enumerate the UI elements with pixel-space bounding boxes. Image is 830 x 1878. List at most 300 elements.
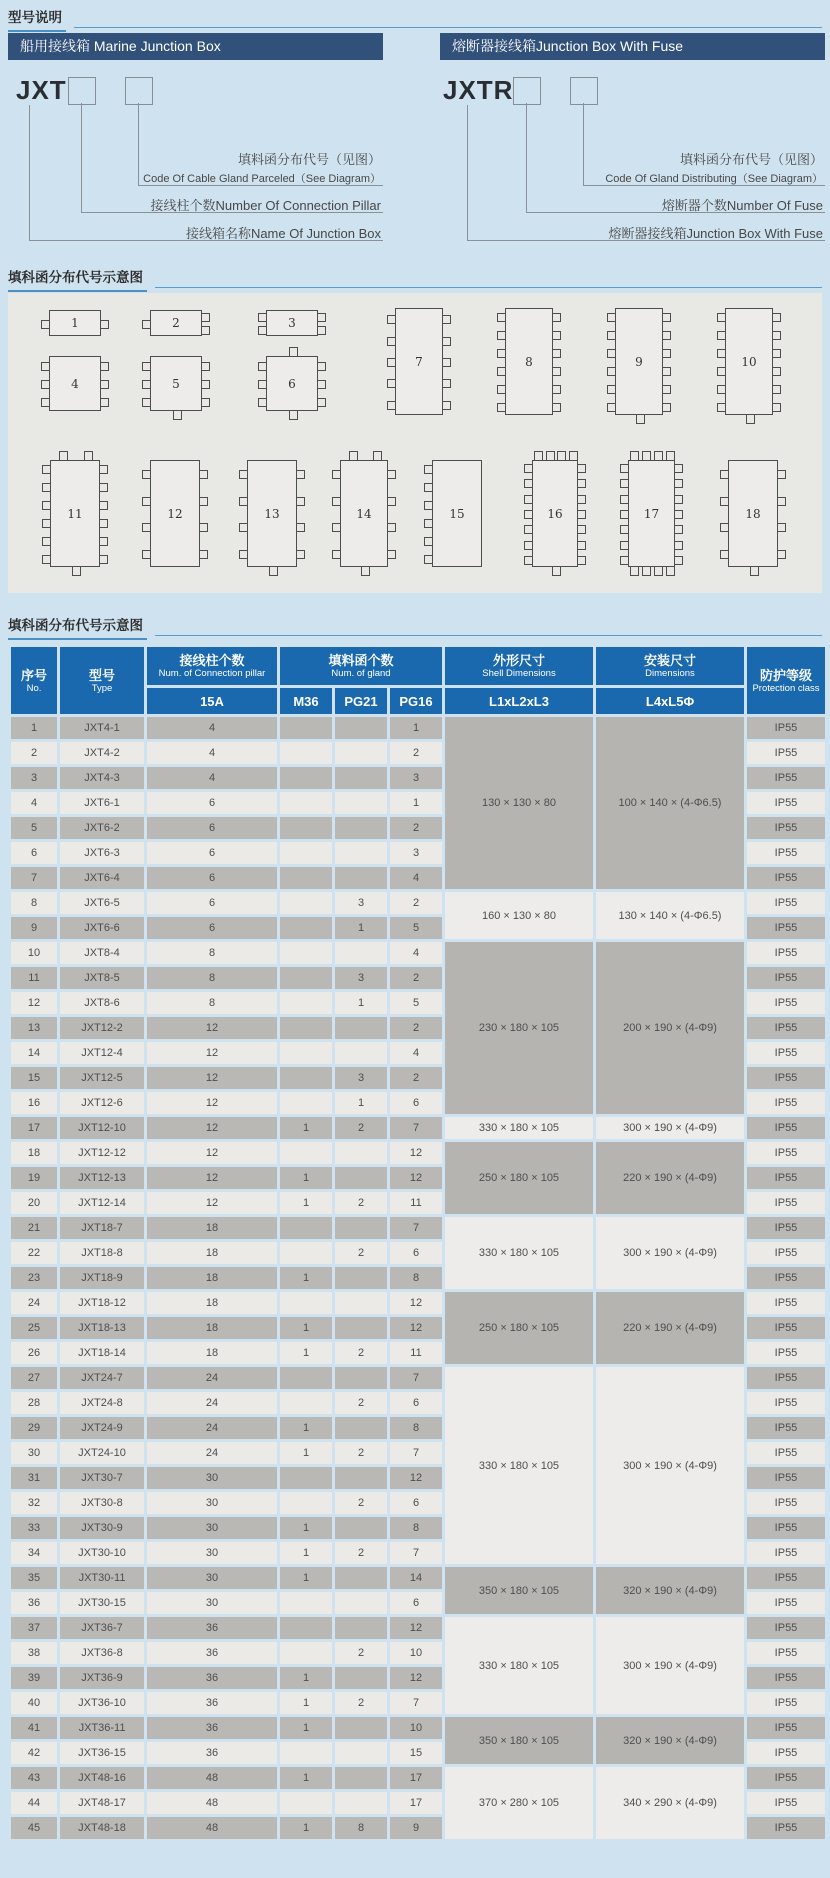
cell-pg16: 11 — [390, 1192, 442, 1214]
gland-tab — [201, 326, 210, 335]
gland-tab — [387, 523, 396, 532]
cell-15a: 36 — [147, 1717, 277, 1739]
cell-pg16: 17 — [390, 1792, 442, 1814]
cell-no: 45 — [11, 1817, 57, 1839]
gland-tab — [557, 451, 566, 461]
cell-m36 — [280, 1217, 332, 1239]
gland-tab — [717, 403, 726, 412]
cell-m36: 1 — [280, 1542, 332, 1564]
cell-m36 — [280, 1292, 332, 1314]
cell-pg16: 4 — [390, 867, 442, 889]
gland-tab — [387, 497, 396, 506]
cell-pg21: 2 — [335, 1342, 387, 1364]
gland-tab — [620, 525, 629, 534]
gland-tab — [654, 566, 663, 576]
gland-tab — [387, 379, 396, 388]
gland-tab — [662, 385, 671, 394]
cell-no: 28 — [11, 1392, 57, 1414]
cell-no: 8 — [11, 892, 57, 914]
gland-tab — [620, 556, 629, 565]
cell-15a: 48 — [147, 1792, 277, 1814]
cell-protection-class: IP55 — [747, 1817, 825, 1839]
cell-shell-dimensions: 350 × 180 × 105 — [445, 1717, 593, 1764]
cell-m36 — [280, 1142, 332, 1164]
section-header-bar: 船用接线箱 Marine Junction Box — [8, 33, 383, 60]
cell-shell-dimensions: 250 × 180 × 105 — [445, 1292, 593, 1364]
gland-tab — [296, 523, 305, 532]
cell-pg16: 7 — [390, 1692, 442, 1714]
cell-pg21: 2 — [335, 1242, 387, 1264]
gland-tab — [142, 380, 151, 389]
gland-tab — [258, 313, 267, 322]
gland-tab — [662, 367, 671, 376]
gland-tab — [296, 497, 305, 506]
gland-tab — [99, 483, 108, 492]
diagram-box-number: 15 — [449, 506, 465, 521]
gland-tab — [674, 479, 683, 488]
cell-no: 27 — [11, 1367, 57, 1389]
gland-tab — [772, 331, 781, 340]
gland-tab — [607, 331, 616, 340]
gland-tab — [199, 523, 208, 532]
diagram-box-number: 4 — [71, 376, 79, 391]
cell-protection-class: IP55 — [747, 1142, 825, 1164]
cell-pg21: 2 — [335, 1492, 387, 1514]
cell-pg21 — [335, 1467, 387, 1489]
cell-no: 7 — [11, 867, 57, 889]
cell-15a: 24 — [147, 1392, 277, 1414]
gland-tab — [746, 414, 755, 424]
section-header-bar: 熔断器接线箱Junction Box With Fuse — [440, 33, 825, 60]
cell-m36 — [280, 942, 332, 964]
cell-type: JXT18-14 — [60, 1342, 144, 1364]
cell-15a: 36 — [147, 1692, 277, 1714]
cell-type: JXT30-10 — [60, 1542, 144, 1564]
gland-tab — [387, 315, 396, 324]
cell-m36 — [280, 842, 332, 864]
cell-m36 — [280, 767, 332, 789]
cell-m36 — [280, 1392, 332, 1414]
cell-mounting-dimensions: 220 × 190 × (4-Φ9) — [596, 1142, 744, 1214]
diagram-title-row — [8, 266, 822, 292]
cell-pg16: 7 — [390, 1217, 442, 1239]
cell-type: JXT36-8 — [60, 1642, 144, 1664]
gland-tab — [373, 451, 382, 461]
connector-line — [29, 105, 30, 240]
cell-m36: 1 — [280, 1117, 332, 1139]
cell-protection-class: IP55 — [747, 1342, 825, 1364]
model-code: JXTR — [443, 75, 514, 105]
gland-tab — [100, 362, 109, 371]
cell-type: JXT6-3 — [60, 842, 144, 864]
gland-tab — [524, 510, 533, 519]
diagram-box-4 — [49, 356, 101, 411]
cell-no: 15 — [11, 1067, 57, 1089]
gland-tab — [524, 525, 533, 534]
cell-protection-class: IP55 — [747, 1617, 825, 1639]
gland-tab — [239, 497, 248, 506]
cell-pg21 — [335, 1267, 387, 1289]
gland-tab — [442, 358, 451, 367]
cell-type: JXT48-17 — [60, 1792, 144, 1814]
col-header-mount: 安装尺寸 Dimensions — [596, 647, 744, 685]
model-code: JXT — [16, 75, 67, 105]
diagram-box-9 — [615, 308, 663, 415]
gland-tab — [424, 537, 433, 546]
diagram-box-number: 17 — [643, 506, 660, 521]
connector-line — [467, 105, 468, 240]
table-row — [11, 1717, 825, 1739]
cell-m36: 1 — [280, 1567, 332, 1589]
cell-protection-class: IP55 — [747, 1692, 825, 1714]
cell-pg21 — [335, 1592, 387, 1614]
cell-m36: 1 — [280, 1817, 332, 1839]
cell-type: JXT24-7 — [60, 1367, 144, 1389]
diagram-box-12 — [150, 460, 200, 567]
gland-tab — [72, 566, 81, 576]
cell-m36: 1 — [280, 1342, 332, 1364]
gland-tab — [674, 541, 683, 550]
gland-tab — [620, 541, 629, 550]
cell-pg21 — [335, 1167, 387, 1189]
cell-no: 9 — [11, 917, 57, 939]
gland-tab — [524, 495, 533, 504]
subheader-l4l5: L4xL5Φ — [596, 688, 744, 714]
gland-tab — [577, 464, 586, 473]
diagram-box-2 — [150, 310, 202, 336]
cell-15a: 30 — [147, 1542, 277, 1564]
cell-no: 36 — [11, 1592, 57, 1614]
gland-tab — [662, 403, 671, 412]
cell-protection-class: IP55 — [747, 1517, 825, 1539]
table-row — [11, 1217, 825, 1239]
cell-15a: 18 — [147, 1292, 277, 1314]
gland-tab — [772, 367, 781, 376]
diagram-box-number: 18 — [745, 506, 761, 521]
cell-pg16: 7 — [390, 1117, 442, 1139]
cell-mounting-dimensions: 300 × 190 × (4-Φ9) — [596, 1117, 744, 1139]
gland-tab — [552, 313, 561, 322]
title-rule-line — [155, 287, 822, 288]
gland-tab — [717, 313, 726, 322]
gland-tab — [41, 320, 50, 329]
cell-protection-class: IP55 — [747, 1192, 825, 1214]
diagram-box-number: 8 — [525, 354, 533, 369]
gland-tab — [100, 398, 109, 407]
diagram-box-number: 1 — [71, 316, 79, 330]
cell-pg16: 2 — [390, 967, 442, 989]
subheader-pg21: PG21 — [335, 688, 387, 714]
table-row — [11, 1767, 825, 1789]
cell-15a: 36 — [147, 1642, 277, 1664]
title-rule-line — [155, 635, 822, 636]
diagram-box-number: 9 — [635, 354, 643, 369]
gland-tab — [349, 451, 358, 461]
cell-pg21 — [335, 942, 387, 964]
gland-tab — [717, 349, 726, 358]
cell-type: JXT12-13 — [60, 1167, 144, 1189]
gland-tab — [442, 379, 451, 388]
cell-pg16: 3 — [390, 842, 442, 864]
cell-15a: 30 — [147, 1567, 277, 1589]
cell-protection-class: IP55 — [747, 1242, 825, 1264]
cell-pg21 — [335, 1742, 387, 1764]
gland-tab — [387, 337, 396, 346]
cell-pg21: 1 — [335, 992, 387, 1014]
cell-15a: 8 — [147, 992, 277, 1014]
cell-pg16: 12 — [390, 1467, 442, 1489]
cell-pg16: 12 — [390, 1142, 442, 1164]
gland-tab — [424, 519, 433, 528]
cell-no: 33 — [11, 1517, 57, 1539]
cell-m36 — [280, 742, 332, 764]
cell-m36 — [280, 1092, 332, 1114]
cell-no: 39 — [11, 1667, 57, 1689]
label-gland-code: 填料函分布代号（见图） Code Of Cable Gland Parceled（See Diagram） — [143, 152, 381, 185]
cell-shell-dimensions: 330 × 180 × 105 — [445, 1117, 593, 1139]
cell-pg21: 2 — [335, 1192, 387, 1214]
diagram-box-number: 2 — [172, 316, 180, 330]
table-row — [11, 1617, 825, 1639]
cell-no: 42 — [11, 1742, 57, 1764]
cell-type: JXT8-4 — [60, 942, 144, 964]
gland-tab — [41, 362, 50, 371]
cell-pg21: 2 — [335, 1117, 387, 1139]
cell-no: 35 — [11, 1567, 57, 1589]
gland-tab — [41, 380, 50, 389]
gland-tab — [772, 385, 781, 394]
cell-m36 — [280, 1367, 332, 1389]
cell-m36 — [280, 1642, 332, 1664]
table-row — [11, 1567, 825, 1589]
cell-pg21: 8 — [335, 1817, 387, 1839]
gland-tab — [642, 566, 651, 576]
cell-protection-class: IP55 — [747, 742, 825, 764]
cell-type: JXT30-7 — [60, 1467, 144, 1489]
gland-tab — [201, 313, 210, 322]
cell-type: JXT12-5 — [60, 1067, 144, 1089]
diagram-box-16 — [532, 460, 578, 567]
gland-tab — [41, 398, 50, 407]
cell-m36: 1 — [280, 1517, 332, 1539]
cell-m36 — [280, 1017, 332, 1039]
cell-type: JXT36-10 — [60, 1692, 144, 1714]
cell-pg16: 1 — [390, 717, 442, 739]
connector-line — [138, 103, 139, 185]
cell-shell-dimensions: 330 × 180 × 105 — [445, 1367, 593, 1564]
gland-tab — [258, 398, 267, 407]
col-header-gland: 填料函个数 Num. of gland — [280, 647, 442, 685]
cell-shell-dimensions: 330 × 180 × 105 — [445, 1217, 593, 1289]
gland-tab — [720, 550, 729, 559]
cell-pg21 — [335, 1517, 387, 1539]
cell-protection-class: IP55 — [747, 817, 825, 839]
cell-15a: 12 — [147, 1042, 277, 1064]
cell-15a: 18 — [147, 1342, 277, 1364]
cell-no: 24 — [11, 1292, 57, 1314]
cell-pg21: 2 — [335, 1542, 387, 1564]
table-row — [11, 1367, 825, 1389]
cell-type: JXT6-4 — [60, 867, 144, 889]
cell-pg16: 14 — [390, 1567, 442, 1589]
cell-pg21: 3 — [335, 967, 387, 989]
cell-type: JXT36-9 — [60, 1667, 144, 1689]
gland-tab — [630, 451, 639, 461]
cell-pg16: 15 — [390, 1742, 442, 1764]
diagram-section-title: 填科函分布代号示意图 — [8, 266, 147, 292]
col-header-protection: 防护等级 Protection class — [747, 647, 825, 714]
cell-shell-dimensions: 250 × 180 × 105 — [445, 1142, 593, 1214]
gland-tab — [777, 523, 786, 532]
cell-pg16: 10 — [390, 1717, 442, 1739]
col-header-pillar: 接线柱个数 Num. of Connection pillar — [147, 647, 277, 685]
cell-mounting-dimensions: 340 × 290 × (4-Φ9) — [596, 1767, 744, 1839]
cell-m36: 1 — [280, 1692, 332, 1714]
gland-tab — [577, 495, 586, 504]
cell-pg21 — [335, 867, 387, 889]
cell-pg16: 12 — [390, 1617, 442, 1639]
cell-pg21 — [335, 1317, 387, 1339]
diagram-box-18 — [728, 460, 778, 567]
cell-protection-class: IP55 — [747, 1217, 825, 1239]
gland-tab — [636, 414, 645, 424]
cell-protection-class: IP55 — [747, 1717, 825, 1739]
cell-m36 — [280, 817, 332, 839]
col-header-no: 序号 No. — [11, 647, 57, 714]
cell-type: JXT6-2 — [60, 817, 144, 839]
cell-no: 12 — [11, 992, 57, 1014]
table-row — [11, 717, 825, 739]
gland-tab — [424, 555, 433, 564]
cell-15a: 30 — [147, 1517, 277, 1539]
cell-type: JXT18-8 — [60, 1242, 144, 1264]
cell-type: JXT36-11 — [60, 1717, 144, 1739]
gland-tab — [317, 398, 326, 407]
cell-m36 — [280, 1617, 332, 1639]
connector-line — [526, 103, 527, 212]
cell-no: 4 — [11, 792, 57, 814]
gland-tab — [424, 465, 433, 474]
subheader-pg16: PG16 — [390, 688, 442, 714]
cell-no: 25 — [11, 1317, 57, 1339]
diagram-box-15 — [432, 460, 482, 567]
diagram-box-number: 7 — [415, 354, 423, 369]
table-row — [11, 892, 825, 914]
gland-tab — [666, 451, 675, 461]
cell-pg16: 5 — [390, 992, 442, 1014]
cell-m36 — [280, 892, 332, 914]
gland-tab — [84, 451, 93, 461]
gland-tab — [239, 523, 248, 532]
diagram-box-14 — [340, 460, 388, 567]
gland-tab — [42, 537, 51, 546]
cell-no: 16 — [11, 1092, 57, 1114]
cell-type: JXT30-8 — [60, 1492, 144, 1514]
gland-tab — [201, 380, 210, 389]
diagram-box-number: 12 — [167, 506, 183, 521]
cell-pg16: 5 — [390, 917, 442, 939]
cell-15a: 6 — [147, 792, 277, 814]
label-pillar-count: 接线柱个数Number Of Connection Pillar — [150, 198, 381, 213]
cell-type: JXT18-9 — [60, 1267, 144, 1289]
cell-15a: 30 — [147, 1592, 277, 1614]
cell-m36 — [280, 967, 332, 989]
cell-no: 14 — [11, 1042, 57, 1064]
gland-tab — [258, 362, 267, 371]
cell-no: 5 — [11, 817, 57, 839]
cell-m36: 1 — [280, 1667, 332, 1689]
cell-protection-class: IP55 — [747, 1742, 825, 1764]
gland-tab — [442, 401, 451, 410]
gland-tab — [607, 385, 616, 394]
gland-tab — [497, 367, 506, 376]
cell-protection-class: IP55 — [747, 1092, 825, 1114]
cell-pg21 — [335, 1567, 387, 1589]
cell-type: JXT24-8 — [60, 1392, 144, 1414]
cell-pg21 — [335, 792, 387, 814]
cell-pg16: 6 — [390, 1492, 442, 1514]
gland-tab — [772, 313, 781, 322]
cell-pg21: 2 — [335, 1692, 387, 1714]
cell-m36: 1 — [280, 1717, 332, 1739]
cell-protection-class: IP55 — [747, 1567, 825, 1589]
cell-type: JXT18-7 — [60, 1217, 144, 1239]
gland-tab — [424, 483, 433, 492]
gland-tab — [552, 331, 561, 340]
cell-15a: 36 — [147, 1617, 277, 1639]
gland-diagram-panel — [8, 293, 822, 593]
cell-pg16: 2 — [390, 1067, 442, 1089]
cell-type: JXT8-5 — [60, 967, 144, 989]
gland-tab — [662, 331, 671, 340]
cell-type: JXT12-12 — [60, 1142, 144, 1164]
gland-tab — [99, 555, 108, 564]
gland-tab — [387, 550, 396, 559]
col-header-type: 型号 Type — [60, 647, 144, 714]
gland-tab — [577, 479, 586, 488]
cell-shell-dimensions: 350 × 180 × 105 — [445, 1567, 593, 1614]
cell-shell-dimensions: 330 × 180 × 105 — [445, 1617, 593, 1714]
cell-m36 — [280, 792, 332, 814]
cell-pg21 — [335, 1767, 387, 1789]
cell-protection-class: IP55 — [747, 867, 825, 889]
cell-pg16: 12 — [390, 1317, 442, 1339]
cell-pg21: 3 — [335, 892, 387, 914]
cell-type: JXT6-5 — [60, 892, 144, 914]
gland-tab — [142, 470, 151, 479]
cell-pg16: 7 — [390, 1367, 442, 1389]
gland-tab — [296, 550, 305, 559]
cell-15a: 12 — [147, 1117, 277, 1139]
diagram-box-11 — [50, 460, 100, 567]
cell-type: JXT24-9 — [60, 1417, 144, 1439]
gland-tab — [552, 367, 561, 376]
cell-protection-class: IP55 — [747, 892, 825, 914]
page-title: 型号说明 — [8, 6, 66, 32]
gland-tab — [497, 313, 506, 322]
cell-type: JXT30-9 — [60, 1517, 144, 1539]
cell-15a: 48 — [147, 1767, 277, 1789]
gland-tab — [674, 525, 683, 534]
gland-tab — [42, 501, 51, 510]
cell-15a: 24 — [147, 1442, 277, 1464]
gland-tab — [577, 510, 586, 519]
cell-pg16: 8 — [390, 1417, 442, 1439]
cell-15a: 12 — [147, 1167, 277, 1189]
code-placeholder-box-2 — [125, 77, 153, 105]
cell-m36: 1 — [280, 1417, 332, 1439]
cell-shell-dimensions: 160 × 130 × 80 — [445, 892, 593, 939]
